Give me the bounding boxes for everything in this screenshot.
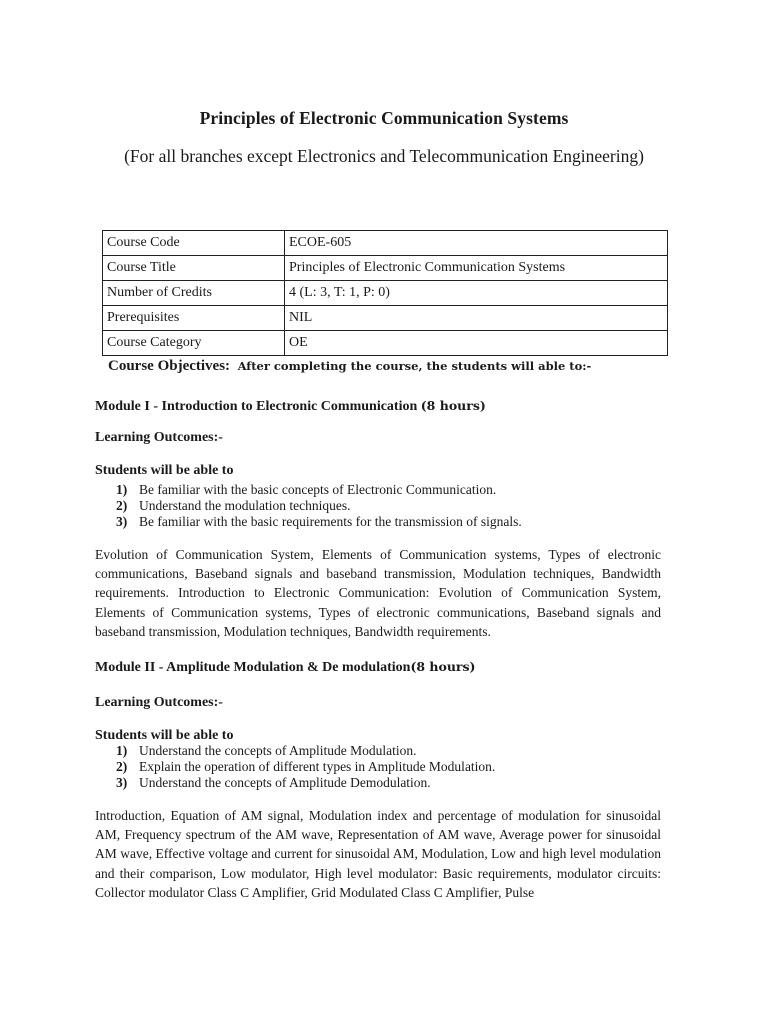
prerequisites-value: NIL bbox=[285, 306, 668, 331]
module-2-students-label: Students will be able to bbox=[95, 728, 234, 743]
course-code-label: Course Code bbox=[103, 231, 285, 256]
course-code-value: ECOE-605 bbox=[285, 231, 668, 256]
list-item bbox=[95, 498, 522, 514]
list-item-number: 2) bbox=[116, 498, 128, 513]
table-row bbox=[103, 231, 668, 256]
table-row bbox=[103, 281, 668, 306]
list-item bbox=[95, 743, 495, 759]
module-2-title: Module II - Amplitude Modulation & De modulation bbox=[95, 660, 411, 675]
module-2-outcomes-list bbox=[95, 743, 495, 791]
module-2-learning-outcomes-label: Learning Outcomes:- bbox=[95, 695, 223, 710]
list-item-text: Be familiar with the basic concepts of Electronic Communication. bbox=[139, 482, 497, 497]
list-item-number: 3) bbox=[116, 775, 128, 790]
course-title-label: Course Title bbox=[103, 256, 285, 281]
course-category-label: Course Category bbox=[103, 331, 285, 356]
list-item bbox=[95, 482, 522, 498]
course-title-value: Principles of Electronic Communication Systems bbox=[285, 256, 668, 281]
prerequisites-label: Prerequisites bbox=[103, 306, 285, 331]
module-1-hours: (8 hours) bbox=[420, 398, 486, 413]
list-item bbox=[95, 514, 522, 530]
list-item bbox=[95, 775, 495, 791]
list-item-text: Explain the operation of different types in Amplitude Modulation. bbox=[139, 759, 496, 774]
list-item-text: Understand the concepts of Amplitude Modulation. bbox=[139, 743, 417, 758]
course-objectives bbox=[108, 358, 591, 375]
list-item-text: Understand the concepts of Amplitude Demodulation. bbox=[139, 775, 431, 790]
list-item-number: 3) bbox=[116, 514, 128, 529]
list-item-number: 1) bbox=[116, 743, 128, 758]
module-1-heading bbox=[95, 398, 486, 415]
credits-label: Number of Credits bbox=[103, 281, 285, 306]
table-row bbox=[103, 306, 668, 331]
course-info-table bbox=[102, 230, 668, 356]
list-item bbox=[95, 759, 495, 775]
course-category-value: OE bbox=[285, 331, 668, 356]
credits-value: 4 (L: 3, T: 1, P: 0) bbox=[285, 281, 668, 306]
table-row bbox=[103, 331, 668, 356]
module-1-title: Module I - Introduction to Electronic Communication bbox=[95, 399, 418, 414]
list-item-number: 2) bbox=[116, 759, 128, 774]
module-1-students-label: Students will be able to bbox=[95, 463, 234, 478]
document-subtitle: (For all branches except Electronics and Telecommunication Engineering) bbox=[124, 146, 644, 166]
list-item-text: Be familiar with the basic requirements for the transmission of signals. bbox=[139, 514, 522, 529]
list-item-text: Understand the modulation techniques. bbox=[139, 498, 351, 513]
course-objectives-text: After completing the course, the students will able to:- bbox=[237, 359, 592, 373]
module-1-content: Evolution of Communication System, Elements of Communication systems, Types of electronic communications, Baseband signals and baseband transmission, Modulation techniques, Bandwidth requirements. Introduction to Electronic Communication: Evolution of Communication System, Elements of Communication systems, Types of electronic communications, Baseband signals and baseband transmission, Modulation techniques, Bandwidth requirements. bbox=[95, 547, 661, 639]
course-objectives-label: Course Objectives: bbox=[108, 358, 231, 374]
module-2-heading bbox=[95, 659, 475, 676]
module-1-learning-outcomes-label: Learning Outcomes:- bbox=[95, 430, 223, 445]
document-title: Principles of Electronic Communication Systems bbox=[199, 108, 569, 128]
list-item-number: 1) bbox=[116, 482, 128, 497]
module-2-content: Introduction, Equation of AM signal, Modulation index and percentage of modulation for sinusoidal AM, Frequency spectrum of the AM wave, Representation of AM wave, Average power for sinusoidal AM wave, Effective voltage and current for sinusoidal AM, Modulation, Low and high level modulation and their comparison, Low modulator, High level modulator: Basic requirements, modulator circuits: Collector modulator Class C Amplifier, Grid Modulated Class C Amplifier, Pulse bbox=[95, 808, 661, 900]
table-row bbox=[103, 256, 668, 281]
module-1-outcomes-list bbox=[95, 482, 522, 530]
module-2-hours: (8 hours) bbox=[410, 659, 476, 674]
